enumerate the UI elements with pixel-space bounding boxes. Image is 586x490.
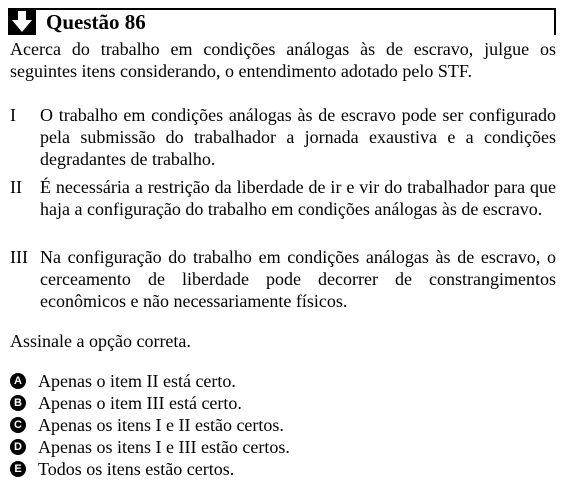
item-text: Na configuração do trabalho em condições análogas às de escravo, o cerceamento de liberdade pode decorrer de constrangimentos econômicos e não necessariamente físicos. xyxy=(40,247,556,311)
arrow-down-icon xyxy=(8,8,36,35)
option-text: Apenas o item II está certo. xyxy=(38,371,236,391)
option-text: Todos os itens estão certos. xyxy=(38,459,235,479)
item-text: É necessária a restrição da liberdade de ir e vir do trabalhador para que haja a configuração do trabalho em condições análogas às de escravo. xyxy=(40,177,556,219)
item-number: I xyxy=(10,105,16,125)
option-letter-badge: D xyxy=(10,439,26,455)
option-text: Apenas os itens I e II estão certos. xyxy=(38,415,284,435)
item-number: III xyxy=(10,247,28,267)
option-letter-badge: C xyxy=(10,417,26,433)
instruction: Assinale a opção correta. xyxy=(10,331,191,351)
question-title: Questão 86 xyxy=(46,10,146,34)
option-text: Apenas o item III está certo. xyxy=(38,393,242,413)
question-stem: Acerca do trabalho em condições análogas às de escravo, julgue os seguintes itens considerando, o entendimento adotado pelo STF. xyxy=(10,39,556,81)
item-text: O trabalho em condições análogas às de escravo pode ser configurado pela submissão do trabalhador a jornada exaustiva e a condições degradantes de trabalho. xyxy=(40,105,556,169)
option-letter-badge: B xyxy=(10,395,26,411)
option-letter-badge: A xyxy=(10,373,26,389)
option-letter-badge: E xyxy=(10,461,26,477)
item-number: II xyxy=(10,177,22,197)
question-header xyxy=(8,8,556,35)
option-text: Apenas os itens I e III estão certos. xyxy=(38,437,290,457)
